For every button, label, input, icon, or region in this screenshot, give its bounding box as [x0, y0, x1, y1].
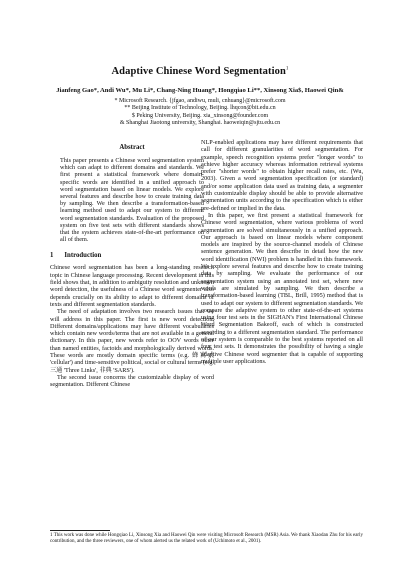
body-paragraph: The need of adaptation involves two research issues that we will address in this paper. The first is new word detection. Different domains/applications may have different vocabularies which contain new words/terms that are not available in a general dictionary. In this paper, new words refer to OOV words other than named entities, factoids and morphologically derived words. These words are mostly domain specific terms (e.g. 蜂窝式 'cellular') and time-sensitive political, social or cultural terms (e.g. 三通 'Three Links', 非典 'SARS'). — [50, 308, 214, 374]
left-column — [50, 139, 214, 388]
section-heading-introduction — [50, 252, 214, 259]
title-text: Adaptive Chinese Word Segmentation — [111, 66, 286, 77]
section-number: 1 — [50, 252, 54, 260]
right-column — [201, 139, 363, 365]
author-list: Jianfeng Gao*, Andi Wu*, Mu Li*, Chang-Ning Huang*, Hongqiao Li**, Xinsong Xia$, Haowei Qin& — [56, 87, 344, 94]
body-paragraph: The second issue concerns the customizable display of word segmentation. Different Chinese — [50, 373, 214, 389]
paper-title — [0, 66, 400, 77]
affiliation-line: & Shanghai Jiaotong university, Shanghai. haoweiqin@sjtu.edu.cn — [119, 120, 281, 127]
abstract-heading: Abstract — [119, 144, 145, 151]
title-footnote-mark: 1 — [285, 66, 289, 72]
body-paragraph: NLP-enabled applications may have different requirements that call for different granularities of word segmentation. For example, speech recognition systems prefer "longer words" to achieve higher accuracy whereas information retrieval systems prefer "shorter words" to obtain higher recall rates, etc. (Wu, 2003). Given a word segmentation specification (or standard) and/or some application data used as training data, a segmenter with customizable display should be able to provide alternative segmentation units according to the specification which is either pre-defined or implied in the data. — [201, 139, 363, 212]
footnote: 1 This work was done while Hongqiao Li, Xinsong Xia and Haowei Qin were visiting Microsoft Research (MSR) Asia. We thank Xiaodan Zhu for his early contribution, and the three reviewers, one of whom alerted us the related work of (Uchimoto et al., 2001). — [50, 533, 363, 544]
affiliation-line: $ Peking University, Beijing. xia_xinsong@founder.com — [131, 112, 269, 119]
body-paragraph: In this paper, we first present a statistical framework for Chinese word segmentation, where various problems of word segmentation are solved simultaneously in a unified approach. Our approach is based on linear models where component models are inspired by the source-channel models of Chinese sentence generation. We then describe in detail how the new word identification (NWI) problem is handled in this framework. We explore several features and describe how to create training data by sampling. We evaluate the performance of our segmentation system using an annotated test set, where new words are simulated by sampling. We then describe a transformation-based learning (TBL, Brill, 1995) method that is used to adapt our system to different segmentation standards. We compare the adaptive system to other state-of-the-art systems using four test sets in the SIGHAN's First International Chinese Word Segmentation Bakeoff, each of which is constructed according to a different segmentation standard. The performance of our system is comparable to the best systems reported on all four test sets. It demonstrates the possibility of having a single adaptive Chinese word segmenter that is capable of supporting multiple user applications. — [201, 211, 363, 365]
footnote-rule — [50, 530, 110, 531]
section-title: Introduction — [64, 252, 102, 260]
body-paragraph: Chinese word segmentation has been a long-standing research topic in Chinese language processing. Recent development in this field shows that, in addition to ambiguity resolution and unknown word detection, the usefulness of a Chinese word segmenter also depends crucially on its ability to adapt to different domains of texts and different segmentation standards. — [50, 264, 214, 308]
affiliation-line: * Microsoft Research. {jfgao, andiwu, muli, cnhuang}@microsoft.com — [114, 98, 286, 104]
affiliations — [0, 98, 400, 128]
affiliation-line: ** Beijing Institute of Technology, Beijing. lhqcon@bit.edu.cn — [124, 105, 276, 112]
abstract-text: This paper presents a Chinese word segmentation system which can adapt to different domains and standards. We first present a statistical framework where domain-specific words are identified in a unified approach to word segmentation based on linear models. We explore several features and describe how to create training data by sampling. We then describe a transformation-based learning method used to adapt our system to different word segmentation standards. Evaluation of the proposed system on five test sets with different standards shows that the system achieves state-of-the-art performance on all of them. — [60, 157, 204, 244]
